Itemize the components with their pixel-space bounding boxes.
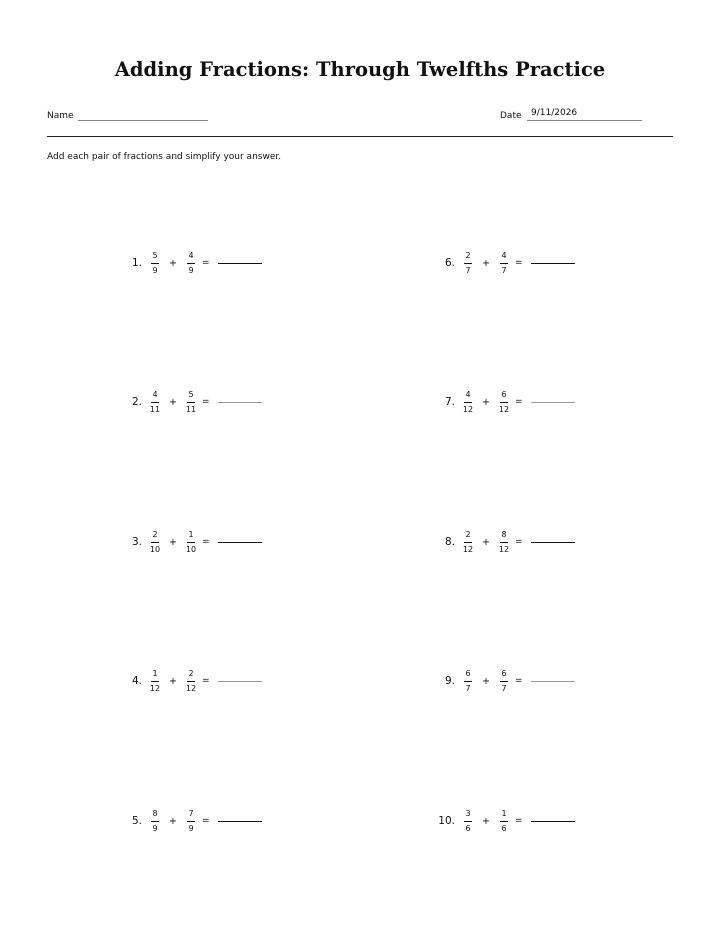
answer-blank[interactable] (531, 402, 575, 403)
equals-sign: = (202, 397, 210, 407)
plus-sign: + (169, 675, 177, 687)
equals-sign: = (515, 816, 523, 826)
numerator: 3 (464, 810, 472, 822)
fraction-a (148, 252, 162, 275)
fraction-a (461, 810, 475, 833)
numerator: 5 (151, 252, 159, 264)
fraction-a (461, 391, 475, 414)
problem-number: 5. (131, 815, 142, 827)
numerator: 1 (151, 670, 159, 682)
denominator: 6 (465, 823, 471, 833)
fraction-b (184, 810, 198, 833)
problem-10 (431, 806, 575, 836)
numerator: 1 (187, 531, 195, 543)
equals-sign: = (202, 676, 210, 686)
numerator: 4 (500, 252, 508, 264)
problem-2 (118, 387, 262, 417)
numerator: 5 (187, 391, 195, 403)
numerator: 2 (151, 531, 159, 543)
fraction-b (497, 531, 511, 554)
denominator: 12 (462, 544, 474, 554)
problem-number: 7. (444, 396, 455, 408)
numerator: 1 (500, 810, 508, 822)
denominator: 12 (149, 683, 161, 693)
denominator: 7 (501, 683, 507, 693)
denominator: 7 (465, 683, 471, 693)
problem-8 (431, 527, 575, 557)
equals-sign: = (202, 258, 210, 268)
equals-sign: = (202, 537, 210, 547)
problem-number: 1. (131, 257, 142, 269)
problem-number: 8. (444, 536, 455, 548)
fraction-b (497, 670, 511, 693)
name-field[interactable] (78, 120, 208, 121)
answer-blank[interactable] (531, 542, 575, 543)
denominator: 10 (149, 544, 161, 554)
problem-number: 2. (131, 396, 142, 408)
name-label: Name (47, 111, 74, 121)
problem-4 (118, 666, 262, 696)
fraction-a (461, 252, 475, 275)
denominator: 9 (152, 823, 158, 833)
numerator: 6 (464, 670, 472, 682)
plus-sign: + (482, 396, 490, 408)
denominator: 10 (185, 544, 197, 554)
denominator: 7 (501, 265, 507, 275)
fraction-a (461, 531, 475, 554)
fraction-b (184, 670, 198, 693)
numerator: 8 (151, 810, 159, 822)
date-label: Date (500, 111, 522, 121)
problem-7 (431, 387, 575, 417)
denominator: 6 (501, 823, 507, 833)
worksheet-title: Adding Fractions: Through Twelfths Practice (114, 58, 606, 81)
fraction-a (148, 810, 162, 833)
numerator: 6 (500, 670, 508, 682)
problem-3 (118, 527, 262, 557)
fraction-a (148, 391, 162, 414)
plus-sign: + (482, 257, 490, 269)
denominator: 12 (462, 404, 474, 414)
problem-number: 10. (438, 815, 455, 827)
header-divider (47, 136, 673, 137)
numerator: 4 (151, 391, 159, 403)
date-value: 9/11/2026 (531, 108, 578, 118)
date-field[interactable] (527, 120, 642, 121)
denominator: 9 (188, 265, 194, 275)
denominator: 9 (152, 265, 158, 275)
fraction-b (184, 531, 198, 554)
problem-9 (431, 666, 575, 696)
problem-number: 3. (131, 536, 142, 548)
plus-sign: + (482, 536, 490, 548)
denominator: 9 (188, 823, 194, 833)
problem-number: 4. (131, 675, 142, 687)
answer-blank[interactable] (218, 402, 262, 403)
numerator: 4 (464, 391, 472, 403)
numerator: 7 (187, 810, 195, 822)
equals-sign: = (515, 676, 523, 686)
answer-blank[interactable] (218, 542, 262, 543)
problem-6 (431, 248, 575, 278)
equals-sign: = (202, 816, 210, 826)
denominator: 12 (185, 683, 197, 693)
numerator: 2 (464, 531, 472, 543)
denominator: 7 (465, 265, 471, 275)
equals-sign: = (515, 397, 523, 407)
fraction-b (184, 252, 198, 275)
fraction-a (148, 531, 162, 554)
plus-sign: + (169, 396, 177, 408)
problem-number: 9. (444, 675, 455, 687)
denominator: 12 (498, 404, 510, 414)
plus-sign: + (169, 536, 177, 548)
denominator: 11 (149, 404, 161, 414)
answer-blank[interactable] (531, 681, 575, 682)
denominator: 12 (498, 544, 510, 554)
numerator: 6 (500, 391, 508, 403)
answer-blank[interactable] (218, 681, 262, 682)
instructions: Add each pair of fractions and simplify your answer. (47, 152, 282, 162)
plus-sign: + (169, 257, 177, 269)
denominator: 11 (185, 404, 197, 414)
fraction-b (497, 810, 511, 833)
answer-blank[interactable] (218, 263, 262, 264)
numerator: 2 (187, 670, 195, 682)
fraction-a (461, 670, 475, 693)
answer-blank[interactable] (531, 263, 575, 264)
problem-number: 6. (444, 257, 455, 269)
problem-1 (118, 248, 262, 278)
equals-sign: = (515, 537, 523, 547)
numerator: 4 (187, 252, 195, 264)
numerator: 2 (464, 252, 472, 264)
fraction-b (184, 391, 198, 414)
equals-sign: = (515, 258, 523, 268)
plus-sign: + (482, 815, 490, 827)
plus-sign: + (169, 815, 177, 827)
fraction-a (148, 670, 162, 693)
problem-5 (118, 806, 262, 836)
fraction-b (497, 252, 511, 275)
plus-sign: + (482, 675, 490, 687)
fraction-b (497, 391, 511, 414)
numerator: 8 (500, 531, 508, 543)
answer-blank[interactable] (218, 821, 262, 822)
answer-blank[interactable] (531, 821, 575, 822)
